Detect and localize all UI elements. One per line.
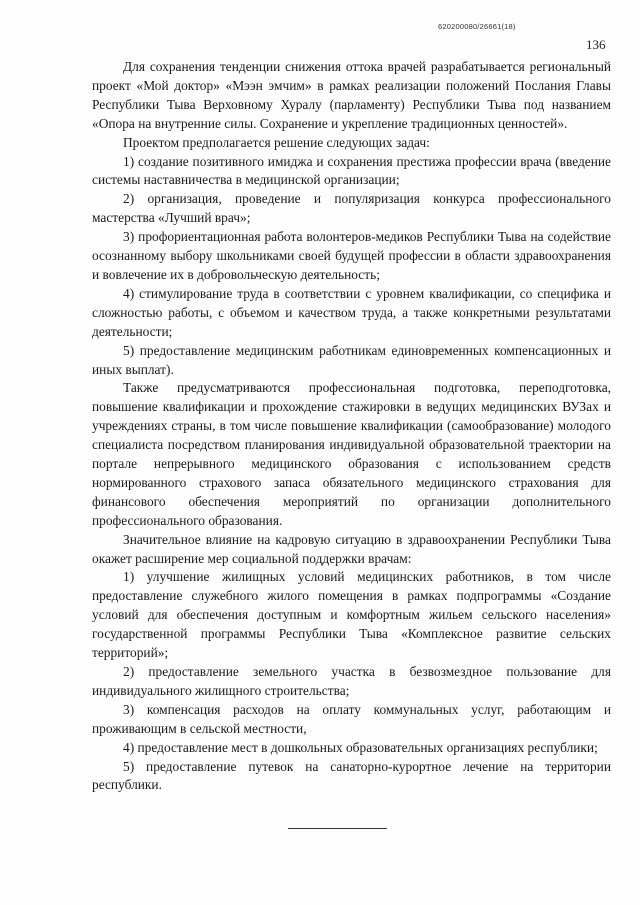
paragraph-social-support-heading: Значительное влияние на кадровую ситуацию в здравоохранении Республики Тыва окажет расширение мер социальной поддержки врачам:	[92, 531, 611, 566]
task-item-4: 4) стимулирование труда в соответствии с уровнем квалификации, со специфика и сложностью работы, с объемом и качеством труда, а также конкретными результатами деятельности;	[92, 285, 611, 339]
document-id: 620200080/26661(18)	[438, 22, 516, 31]
task-item-5: 5) предоставление медицинским работникам единовременных компенсационных и иных выплат).	[92, 342, 611, 377]
paragraph-tasks-heading: Проектом предполагается решение следующих задач:	[123, 134, 430, 150]
closing-divider-line	[288, 828, 387, 829]
task-item-2: 2) организация, проведение и популяризация конкурса профессионального мастерства «Лучший врач»;	[92, 191, 611, 226]
task-item-3: 3) профориентационная работа волонтеров-медиков Республики Тыва на содействие осознанному выбору школьниками своей будущей профессии в области здравоохранения и вовлечение их в добровольческую деятельность;	[92, 229, 611, 282]
page-number: 136	[586, 37, 606, 52]
support-item-1: 1) улучшение жилищных условий медицинских работников, в том числе предоставление служебного жилого помещения в рамках подпрограммы «Создание условий для обеспечения доступным и комфортным жильем сельского населения» государственной программы Республики Тыва «Комплексное развитие сельских территорий»;	[92, 569, 611, 661]
task-item-1: 1) создание позитивного имиджа и сохранения престижа профессии врача (введение системы наставничества в медицинской организации;	[92, 153, 611, 188]
document-body	[92, 58, 611, 795]
support-item-2: 2) предоставление земельного участка в безвозмездное пользование для индивидуального жилищного строительства;	[92, 664, 611, 698]
paragraph-training: Также предусматриваются профессиональная подготовка, переподготовка, повышение квалификации и прохождение стажировки в ведущих медицинских ВУЗах и учреждениях страны, в том числе повышение квалификации (самообразование) молодого специалиста посредством планирования индивидуальной образовательной траектории на портале непрерывного медицинского образования с использованием средств нормированного страхового запаса обязательного медицинского страхования для финансового обеспечения мероприятий по организации дополнительного профессионального образования.	[92, 380, 611, 528]
support-item-3: 3) компенсация расходов на оплату коммунальных услуг, работающим и проживающим в сельской местности,	[92, 701, 611, 736]
support-item-5: 5) предоставление путевок на санаторно-курортное лечение на территории республики.	[92, 758, 611, 793]
support-item-4: 4) предоставление мест в дошкольных образовательных организациях республики;	[123, 739, 598, 755]
paragraph-intro: Для сохранения тенденции снижения оттока врачей разрабатывается региональный проект «Мой доктор» «Мээн эмчим» в рамках реализации положений Послания Главы Республики Тыва Верховному Хуралу (парламенту) Республики Тыва под названием «Опора на внутренние силы. Сохранение и укрепление традиционных ценностей».	[92, 59, 611, 131]
